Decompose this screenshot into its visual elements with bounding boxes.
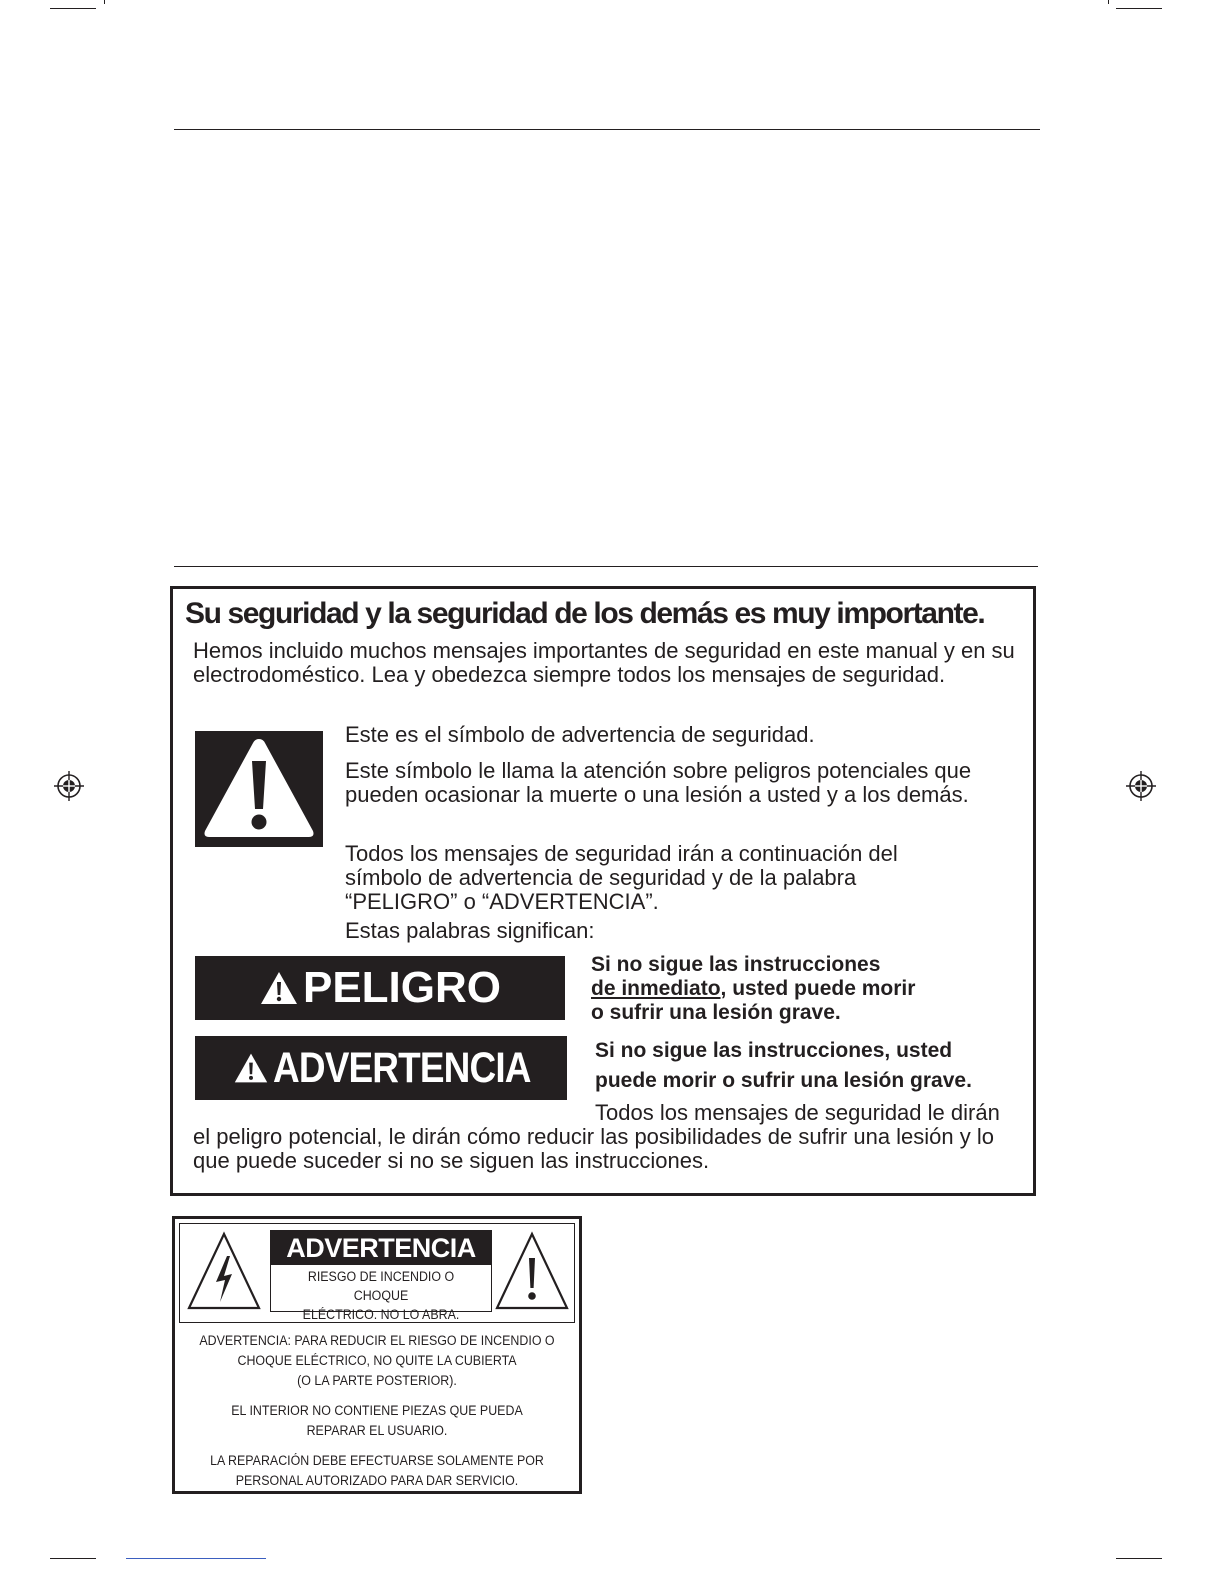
shock-para-3 (195, 1451, 559, 1491)
crop-mark-top-right (1116, 8, 1162, 9)
electric-shock-triangle-icon (186, 1230, 262, 1312)
bottom-slug-line (126, 1558, 266, 1559)
shock-subtitle (280, 1265, 482, 1324)
crop-mark-bottom-left (50, 1558, 96, 1559)
danger-alert-icon (259, 970, 299, 1006)
top-rule (174, 129, 1040, 130)
symbol-attention-text: Este símbolo le llama la atención sobre peligros potenciales que pueden ocasionar la muerte o una lesión a usted y a los demás. (345, 758, 972, 807)
safety-alert-triangle-icon (195, 731, 323, 847)
signal-words-text: Todos los mensajes de seguridad irán a continuación del símbolo de advertencia de seguridad y de la palabra “PELIGRO” o “ADVERTENCIA”. (345, 841, 898, 914)
warning-alert-icon (233, 1050, 269, 1086)
shock-para3-line1: LA REPARACIÓN DEBE EFECTUARSE SOLAMENTE POR (210, 1453, 544, 1468)
registration-mark-icon (54, 771, 84, 801)
crop-mark-bottom-right (1116, 1558, 1162, 1559)
shock-sub-line1: RIESGO DE INCENDIO O CHOQUE (307, 1269, 455, 1303)
registration-mark-icon (1126, 771, 1156, 801)
crop-mark-top-left (50, 8, 96, 9)
shock-para2-line1: EL INTERIOR NO CONTIENE PIEZAS QUE PUEDA (231, 1403, 523, 1418)
danger-signal-label (195, 956, 565, 1020)
shock-para1-line3: (O LA PARTE POSTERIOR). (297, 1373, 457, 1388)
exclamation-triangle-icon (494, 1230, 570, 1312)
warning-signal-label (195, 1036, 567, 1100)
shock-para1-line1: ADVERTENCIA: PARA REDUCIR EL RIESGO DE INCENDIO O (199, 1333, 555, 1348)
shock-para2-line2: REPARAR EL USUARIO. (306, 1423, 448, 1438)
danger-desc-line3: o sufrir una lesión grave. (591, 1001, 841, 1024)
warning-desc-line1: Si no sigue las instrucciones, usted (595, 1039, 953, 1062)
crop-mark-top-left-v (104, 0, 105, 4)
danger-description (591, 953, 915, 1025)
closing-text: Todos los mensajes de seguridad le dirán el peligro potencial, le dirán cómo reducir las posibilidades de sufrir una lesión y lo que puede suceder si no se siguen las instrucciones. (193, 1100, 1000, 1173)
shock-title-panel (270, 1230, 492, 1322)
warning-word: ADVERTENCIA (273, 1043, 531, 1092)
shock-warning-label (172, 1216, 582, 1494)
shock-para-2 (195, 1401, 559, 1441)
safety-intro: Hemos incluido muchos mensajes importantes de seguridad en este manual y en su electrodoméstico. Lea y obedezca siempre todos los mensajes de seguridad. (193, 638, 1015, 687)
danger-desc-line1: Si no sigue las instrucciones (591, 953, 881, 976)
shock-label-text (179, 1331, 575, 1501)
safety-notice-box (170, 586, 1036, 1196)
symbol-description: Este es el símbolo de advertencia de seguridad. (345, 722, 815, 747)
danger-word: PELIGRO (302, 963, 502, 1012)
shock-title: ADVERTENCIA (271, 1231, 491, 1265)
warning-desc-line2: puede morir o sufrir una lesión grave. (595, 1069, 972, 1092)
warning-description (595, 1036, 972, 1096)
danger-desc-line2: , usted puede morir (720, 977, 916, 1000)
danger-desc-underlined: de inmediato (591, 977, 721, 1000)
crop-mark-top-right-v (1108, 0, 1109, 4)
section-rule (174, 566, 1038, 567)
shock-para3-line2: PERSONAL AUTORIZADO PARA DAR SERVICIO. (235, 1473, 519, 1488)
safety-title: Su seguridad y la seguridad de los demás es muy importante. (185, 597, 985, 630)
shock-label-header (179, 1223, 575, 1323)
shock-sub-line2: ELÉCTRICO. NO LO ABRA. (302, 1307, 460, 1322)
shock-para-1 (195, 1331, 559, 1391)
shock-para1-line2: CHOQUE ELÉCTRICO, NO QUITE LA CUBIERTA (237, 1353, 517, 1368)
words-mean-text: Estas palabras significan: (345, 918, 595, 943)
